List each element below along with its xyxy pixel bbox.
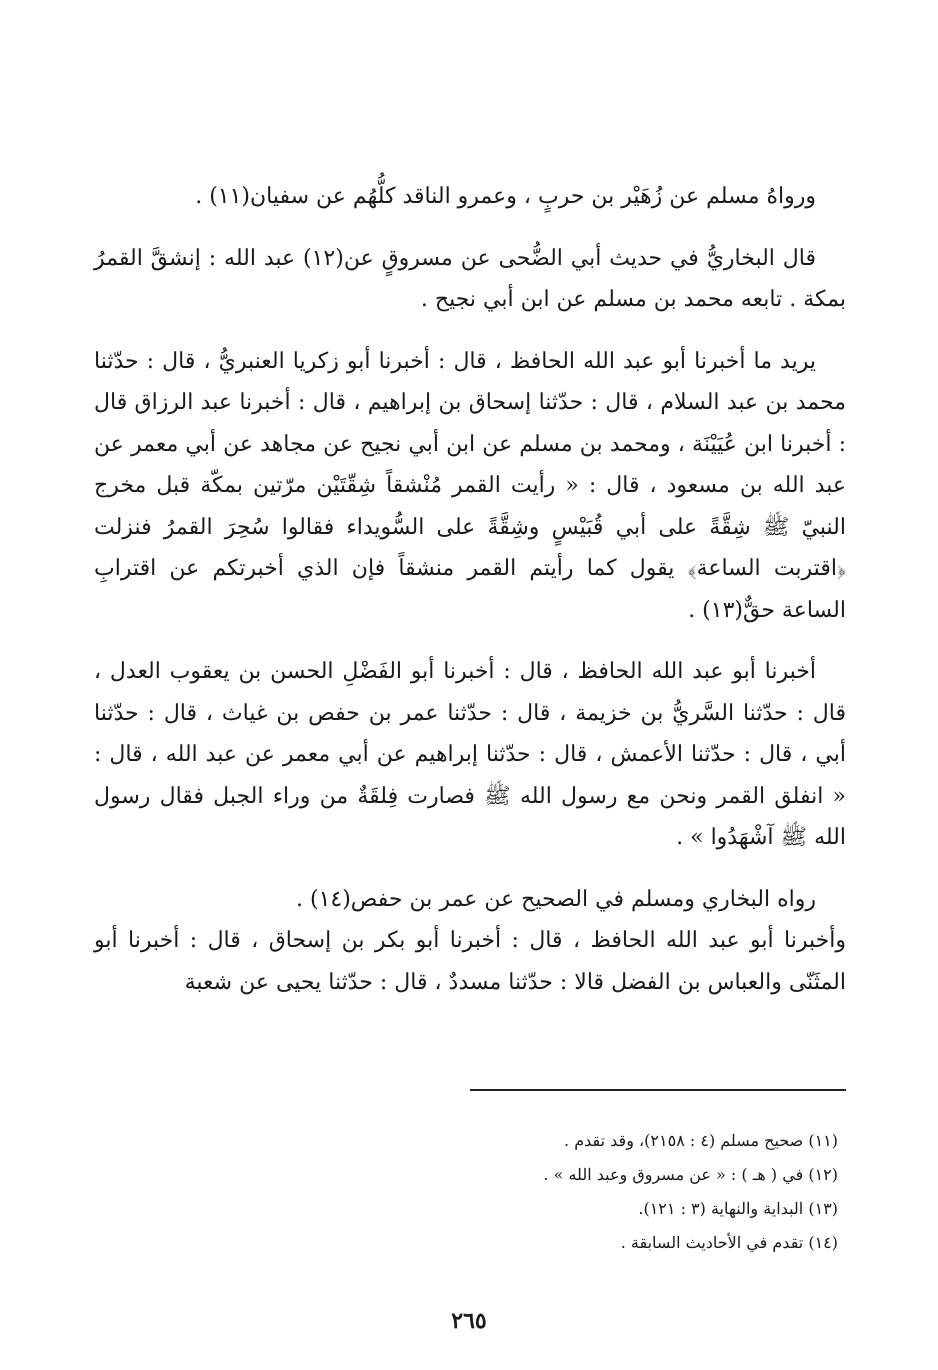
footnote-11: (١١) صحيح مسلم (٤ : ٢١٥٨)، وقد تقدم . [564, 1131, 838, 1150]
footnote-12: (١٢) في ( هـ ) : « عن مسروق وعبد الله » . [543, 1165, 838, 1184]
paragraph-shuba-chain: وأخبرنا أبو عبد الله الحافظ ، قال : أخبرنا أبو بكر بن إسحاق ، قال : أخبرنا أبو المثَنّى والعباس بن الفضل قالا : حدّثنا مسددٌ ، قال : حدّثنا يحيى عن شعبة [94, 928, 846, 995]
footnote-13: (١٣) البداية والنهاية (٣ : ١٢١). [638, 1199, 838, 1218]
footnotes [318, 1124, 838, 1260]
page-number: ٢٦٥ [451, 1308, 487, 1334]
paragraph-muslim-narration: ورواهُ مسلم عن زُهَيْر بن حربٍ ، وعمرو الناقد كلُّهُم عن سفيان(١١) . [195, 184, 816, 209]
main-text [94, 176, 846, 1003]
footnote-14: (١٤) تقدم في الأحاديث السابقة . [620, 1233, 838, 1252]
paragraph-bukhari-statement: قال البخاريُّ في حديث أبي الضُّحى عن مسروقٍ عن(١٢) عبد الله : إنشقَّ القمرُ بمكة . تابعه محمد بن مسلم عن ابن أبي نجيح . [94, 245, 846, 312]
paragraph-ibn-masud-hadith: يريد ما أخبرنا أبو عبد الله الحافظ ، قال : أخبرنا أبو زكريا العنبريُّ ، قال : حدّثنا محمد بن عبد السلام ، قال : حدّثنا إسحاق بن إبراهيم ، قال : أخبرنا عبد الرزاق قال : أخبرنا ابن عُيَيْنَة ، ومحمد بن مسلم عن ابن أبي نجيح عن مجاهد عن أبي معمر عن عبد الله بن مسعود ، قال : « رأيت القمر مُنْشقاً شِقّتَيْن مرّتين بمكّة قبل مخرج النبيّ ﷺ شِقَّةً على أبي قُبَيْسٍ وشِقَّةً على السُّويداء فقالوا سُحِرَ القمرُ فنزلت ﴿اقتربت الساعة﴾ يقول كما رأيتم القمر منشقاً فإن الذي أخبرتكم عن اقترابِ الساعة حقٌّ(١٣) . [94, 348, 846, 623]
footnote-divider [470, 1089, 846, 1091]
paragraph-sahih-reference: رواه البخاري ومسلم في الصحيح عن عمر بن حفص(١٤) . [296, 886, 816, 912]
paragraph-al-amash-hadith: أخبرنا أبو عبد الله الحافظ ، قال : أخبرنا أبو الفَضْلِ الحسن بن يعقوب العدل ، قال : حدّثنا السَّريُّ بن خزيمة ، قال : حدّثنا عمر بن حفص بن غياث ، قال : حدّثنا أبي ، قال : حدّثنا الأعمش ، قال : حدّثنا إبراهيم عن أبي معمر عن عبد الله ، قال : « انفلق القمر ونحن مع رسول الله ﷺ فصارت فِلقَةٌ من وراء الجبل فقال رسول الله ﷺ آشْهَدُوا » . [94, 659, 846, 850]
